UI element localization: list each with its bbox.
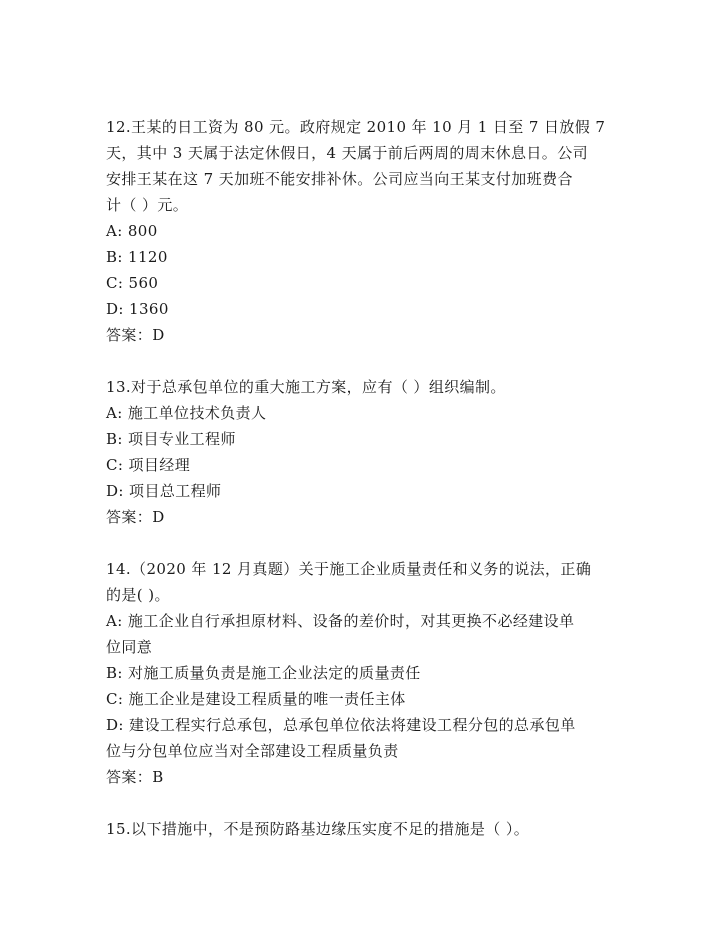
option-d: D: 1360 xyxy=(106,300,169,318)
question-14 xyxy=(106,556,612,790)
option-c: C: 施工企业是建设工程质量的唯一责任主体 xyxy=(106,690,406,708)
option-a: A: 施工企业自行承担原材料、设备的差价时，对其更换不必经建设单 xyxy=(106,612,575,630)
question-spacer xyxy=(106,790,612,816)
question-stem-line: 13.对于总承包单位的重大施工方案，应有（ ）组织编制。 xyxy=(106,378,506,396)
option-d: D: 建设工程实行总承包，总承包单位依法将建设工程分包的总承包单 xyxy=(106,716,576,734)
option-a: A: 施工单位技术负责人 xyxy=(106,404,267,422)
question-stem-line: 12.王某的日工资为 80 元。政府规定 2010 年 10 月 1 日至 7 日放假 7 xyxy=(106,118,606,136)
option-b: B: 项目专业工程师 xyxy=(106,430,236,448)
question-stem-line: 天，其中 3 天属于法定休假日，4 天属于前后两周的周末休息日。公司 xyxy=(106,144,588,162)
question-spacer xyxy=(106,348,612,374)
option-b: B: 1120 xyxy=(106,248,168,266)
answer-line: 答案：B xyxy=(106,768,164,786)
option-b: B: 对施工质量负责是施工企业法定的质量责任 xyxy=(106,664,421,682)
question-stem-line: 安排王某在这 7 天加班不能安排补休。公司应当向王某支付加班费合 xyxy=(106,170,573,188)
answer-line: 答案：D xyxy=(106,508,165,526)
answer-line: 答案：D xyxy=(106,326,165,344)
question-stem-line: 15.以下措施中，不是预防路基边缘压实度不足的措施是（ ）。 xyxy=(106,820,530,838)
option-c: C: 560 xyxy=(106,274,159,292)
option-a-continued: 位同意 xyxy=(106,638,153,656)
question-stem-line: 计（ ）元。 xyxy=(106,196,189,214)
document-page xyxy=(106,114,612,842)
option-d: D: 项目总工程师 xyxy=(106,482,222,500)
option-d-continued: 位与分包单位应当对全部建设工程质量负责 xyxy=(106,742,399,760)
question-13 xyxy=(106,374,612,530)
question-stem-line: 的是( )。 xyxy=(106,586,170,604)
question-spacer xyxy=(106,530,612,556)
question-stem-line: 14.（2020 年 12 月真题）关于施工企业质量责任和义务的说法，正确 xyxy=(106,560,592,578)
option-a: A: 800 xyxy=(106,222,158,240)
option-c: C: 项目经理 xyxy=(106,456,191,474)
question-12 xyxy=(106,114,612,348)
question-15 xyxy=(106,816,612,842)
